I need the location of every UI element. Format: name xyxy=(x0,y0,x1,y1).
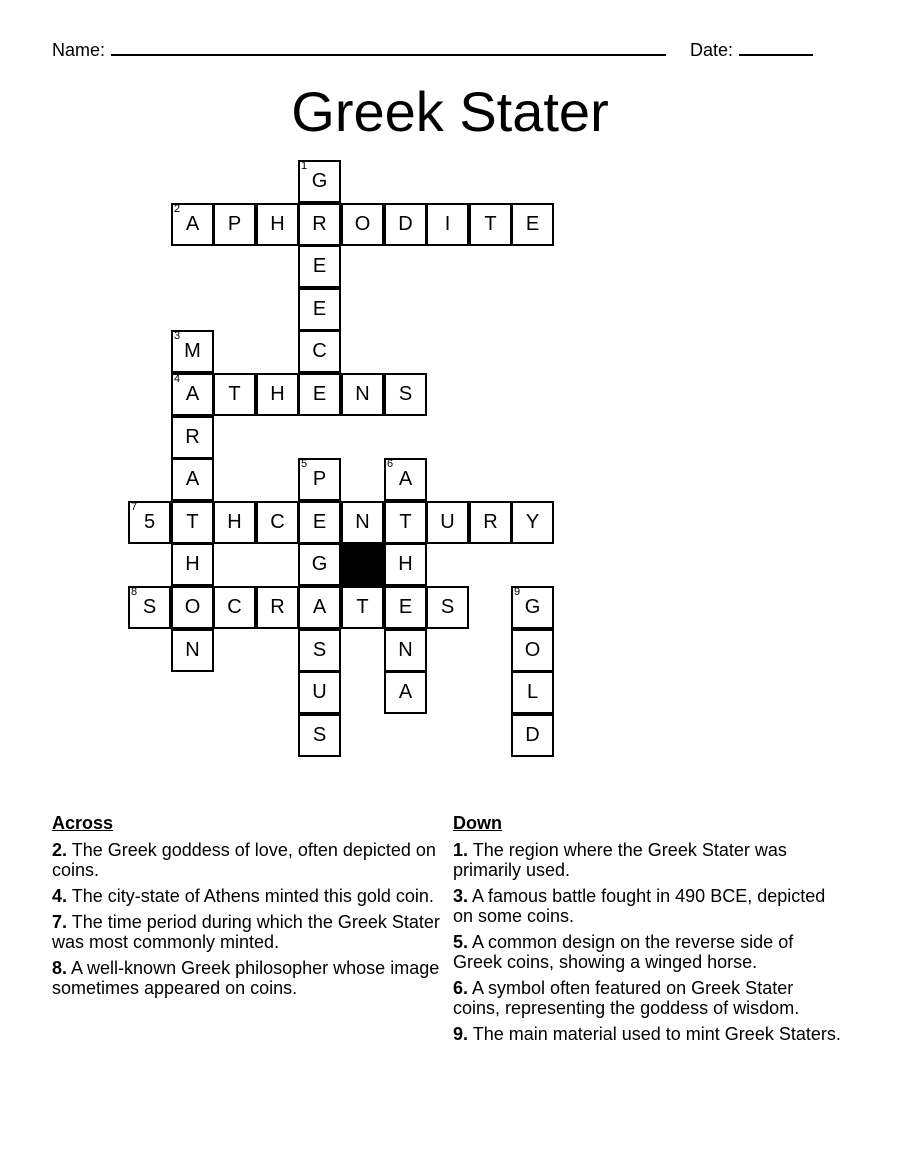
black-cell xyxy=(341,543,384,586)
grid-cell[interactable] xyxy=(426,501,469,544)
cell-letter: C xyxy=(270,511,285,533)
cell-letter: O xyxy=(184,596,201,618)
clue-item xyxy=(453,978,843,1018)
cell-letter: T xyxy=(356,596,369,618)
grid-cell[interactable] xyxy=(298,245,341,288)
clue-item-text: A famous battle fought in 490 BCE, depicted on some coins. xyxy=(453,886,826,926)
down-heading: Down xyxy=(453,813,502,833)
grid-cell[interactable] xyxy=(298,373,341,416)
clue-item-text: The main material used to mint Greek Staters. xyxy=(472,1024,841,1044)
cell-letter: C xyxy=(227,596,242,618)
clue-number: 7 xyxy=(131,501,138,513)
cell-letter: A xyxy=(185,213,200,235)
cell-letter: O xyxy=(354,213,371,235)
cell-letter: S xyxy=(312,724,327,746)
grid-cell[interactable] xyxy=(171,501,214,544)
cell-letter: T xyxy=(484,213,497,235)
cell-letter: A xyxy=(185,383,200,405)
cell-letter: A xyxy=(185,468,200,490)
clue-number: 9 xyxy=(514,586,521,598)
grid-cell[interactable] xyxy=(298,543,341,586)
grid-cell[interactable] xyxy=(384,629,427,672)
cell-letter: A xyxy=(398,468,413,490)
clue-item-number: 6. xyxy=(453,978,469,998)
cell-letter: R xyxy=(483,511,498,533)
cell-letter: Y xyxy=(525,511,540,533)
cell-letter: H xyxy=(270,383,285,405)
grid-cell[interactable] xyxy=(256,586,299,629)
clue-number: 5 xyxy=(301,458,308,470)
grid-cell[interactable] xyxy=(511,629,554,672)
grid-cell[interactable] xyxy=(298,671,341,714)
cell-letter: E xyxy=(525,213,540,235)
cell-letter: R xyxy=(185,426,200,448)
grid-cell[interactable] xyxy=(171,416,214,459)
cell-letter: N xyxy=(355,383,370,405)
grid-cell[interactable] xyxy=(341,586,384,629)
cell-letter: E xyxy=(312,298,327,320)
clue-item xyxy=(52,886,442,906)
grid-cell[interactable] xyxy=(384,543,427,586)
across-heading: Across xyxy=(52,813,114,833)
cell-letter: T xyxy=(228,383,241,405)
grid-cell[interactable] xyxy=(298,629,341,672)
across-clues xyxy=(52,812,442,1004)
grid-cell[interactable] xyxy=(171,458,214,501)
cell-letter: H xyxy=(398,553,413,575)
grid-cell[interactable] xyxy=(298,714,341,757)
grid-cell[interactable] xyxy=(511,671,554,714)
grid-cell[interactable] xyxy=(298,288,341,331)
date-label: Date: xyxy=(690,40,734,60)
grid-cell[interactable] xyxy=(171,373,214,416)
clue-item-text: A common design on the reverse side of Greek coins, showing a winged horse. xyxy=(453,932,794,972)
grid-cell[interactable] xyxy=(171,203,214,246)
grid-cell[interactable] xyxy=(384,203,427,246)
grid-cell[interactable] xyxy=(384,458,427,501)
cell-letter: P xyxy=(312,468,327,490)
cell-letter: D xyxy=(525,724,540,746)
cell-letter: E xyxy=(312,383,327,405)
cell-letter: H xyxy=(185,553,200,575)
grid-cell[interactable] xyxy=(213,373,256,416)
clue-item-number: 4. xyxy=(52,886,68,906)
cell-letter: E xyxy=(398,596,413,618)
grid-cell[interactable] xyxy=(298,203,341,246)
clue-item-number: 8. xyxy=(52,958,68,978)
clue-item xyxy=(453,1024,843,1044)
cell-letter: S xyxy=(142,596,157,618)
cell-letter: N xyxy=(398,639,413,661)
cell-letter: S xyxy=(440,596,455,618)
clue-item xyxy=(453,932,843,972)
clue-item-text: A well-known Greek philosopher whose image sometimes appeared on coins. xyxy=(52,958,440,998)
grid-cell[interactable] xyxy=(384,586,427,629)
grid-cell[interactable] xyxy=(511,714,554,757)
down-clues xyxy=(453,812,843,1050)
cell-letter: R xyxy=(270,596,285,618)
cell-letter: I xyxy=(444,213,451,235)
grid-cell[interactable] xyxy=(384,373,427,416)
cell-letter: H xyxy=(270,213,285,235)
clue-item-number: 2. xyxy=(52,840,68,860)
clue-item xyxy=(52,958,442,998)
clue-item-number: 1. xyxy=(453,840,469,860)
grid-cell[interactable] xyxy=(128,501,171,544)
cell-letter: P xyxy=(227,213,242,235)
cell-letter: 5 xyxy=(143,511,156,533)
clue-item-text: A symbol often featured on Greek Stater coins, representing the goddess of wisdom. xyxy=(453,978,800,1018)
clue-item-text: The region where the Greek Stater was primarily used. xyxy=(453,840,787,880)
grid-cell[interactable] xyxy=(213,203,256,246)
cell-letter: O xyxy=(524,639,541,661)
grid-cell[interactable] xyxy=(341,203,384,246)
grid-cell[interactable] xyxy=(128,586,171,629)
cell-letter: R xyxy=(312,213,327,235)
grid-cell[interactable] xyxy=(256,203,299,246)
grid-cell[interactable] xyxy=(298,586,341,629)
page-title: Greek Stater xyxy=(291,80,609,143)
cell-letter: H xyxy=(227,511,242,533)
clue-item xyxy=(453,886,843,926)
clue-item xyxy=(52,912,442,952)
clue-item-text: The city-state of Athens minted this gold coin. xyxy=(71,886,434,906)
clue-item xyxy=(52,840,442,880)
clue-item-text: The Greek goddess of love, often depicted on coins. xyxy=(52,840,436,880)
cell-letter: N xyxy=(185,639,200,661)
cell-letter: S xyxy=(398,383,413,405)
grid-cell[interactable] xyxy=(511,501,554,544)
grid-cell[interactable] xyxy=(213,586,256,629)
cell-letter: E xyxy=(312,511,327,533)
grid-cell[interactable] xyxy=(298,501,341,544)
grid-cell[interactable] xyxy=(511,586,554,629)
cell-letter: L xyxy=(526,681,539,703)
cell-letter: S xyxy=(312,639,327,661)
grid-cell[interactable] xyxy=(384,671,427,714)
cell-letter: G xyxy=(311,170,328,192)
cell-letter: U xyxy=(440,511,455,533)
cell-letter: M xyxy=(184,340,201,362)
grid-cell[interactable] xyxy=(298,330,341,373)
cell-letter: T xyxy=(399,511,412,533)
grid-cell[interactable] xyxy=(426,203,469,246)
grid-cell[interactable] xyxy=(256,501,299,544)
cell-letter: N xyxy=(355,511,370,533)
grid-cell[interactable] xyxy=(298,458,341,501)
grid-cell[interactable] xyxy=(171,543,214,586)
clue-item-number: 3. xyxy=(453,886,469,906)
grid-cell[interactable] xyxy=(256,373,299,416)
cell-letter: A xyxy=(312,596,327,618)
grid-cell[interactable] xyxy=(341,373,384,416)
grid-cell[interactable] xyxy=(384,501,427,544)
clue-number: 1 xyxy=(301,160,308,172)
cell-letter: G xyxy=(524,596,541,618)
name-label: Name: xyxy=(52,40,106,60)
clue-item-number: 7. xyxy=(52,912,68,932)
across-clue-list xyxy=(52,840,442,998)
grid-cell[interactable] xyxy=(426,586,469,629)
grid-cell[interactable] xyxy=(171,586,214,629)
clue-item xyxy=(453,840,843,880)
grid-cell[interactable] xyxy=(298,160,341,203)
grid-cell[interactable] xyxy=(341,501,384,544)
clue-item-text: The time period during which the Greek Stater was most commonly minted. xyxy=(52,912,440,952)
cell-letter: C xyxy=(312,340,327,362)
grid-cell[interactable] xyxy=(469,203,512,246)
clue-number: 8 xyxy=(131,586,138,598)
down-clue-list xyxy=(453,840,843,1044)
grid-cell[interactable] xyxy=(171,629,214,672)
grid-cell[interactable] xyxy=(511,203,554,246)
clue-number: 2 xyxy=(174,203,181,215)
grid-cell[interactable] xyxy=(469,501,512,544)
grid-cell[interactable] xyxy=(213,501,256,544)
cell-letter: E xyxy=(312,255,327,277)
cell-letter: G xyxy=(311,553,328,575)
clue-item-number: 9. xyxy=(453,1024,469,1044)
cell-letter: T xyxy=(186,511,199,533)
cell-letter: A xyxy=(398,681,413,703)
clue-number: 4 xyxy=(174,373,181,385)
clue-number: 6 xyxy=(387,458,394,470)
clue-number: 3 xyxy=(174,330,181,342)
cell-letter: U xyxy=(312,681,327,703)
clue-item-number: 5. xyxy=(453,932,469,952)
grid-cell[interactable] xyxy=(171,330,214,373)
cell-letter: D xyxy=(398,213,413,235)
